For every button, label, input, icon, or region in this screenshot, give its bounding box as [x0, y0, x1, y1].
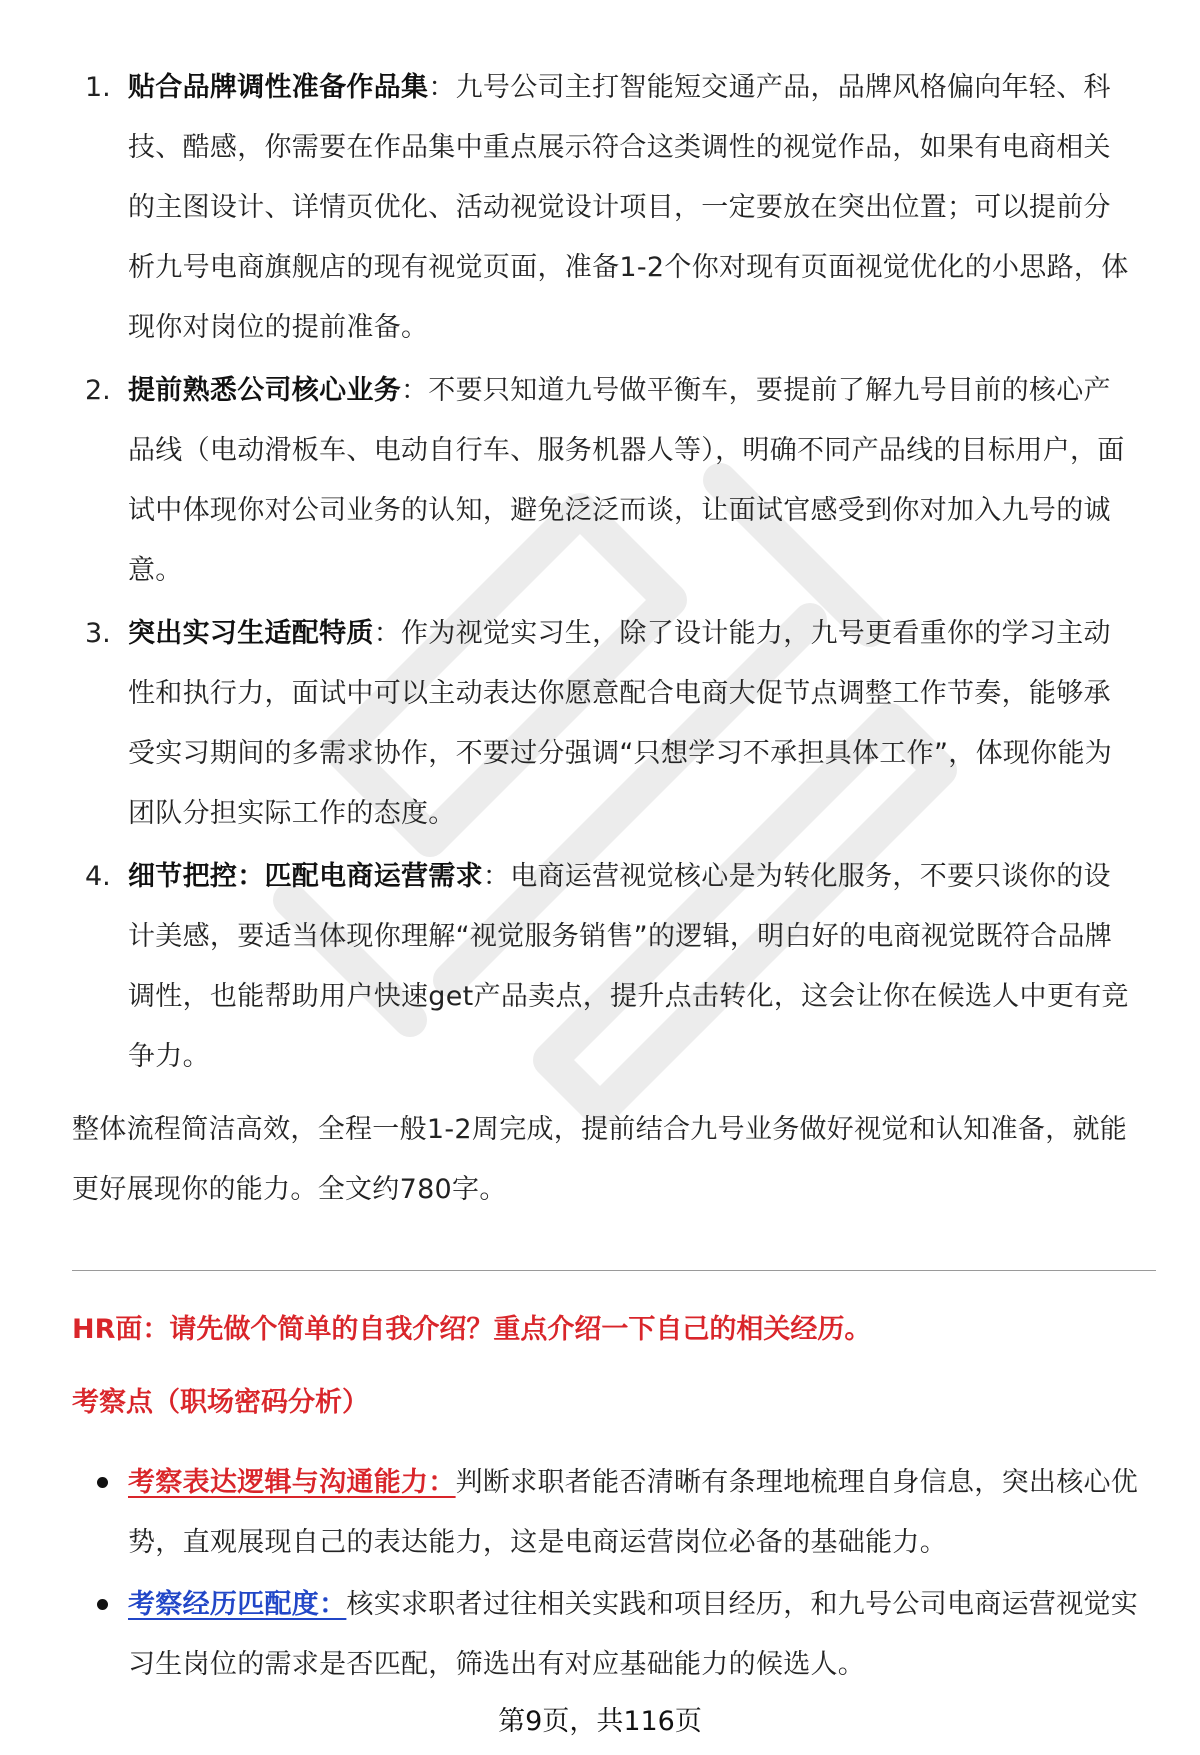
- list-item-text: [128, 58, 1130, 358]
- exam-points-list: [0, 1453, 1200, 1697]
- exam-point-body: 判断求职者能否清晰有条理地梳理自身信息，突出核心优势，直观展现自己的表达能力，这是电商运营岗位必备的基础能力。: [128, 1467, 1139, 1558]
- hr-question-heading: HR面：请先做个简单的自我介绍？重点介绍一下自己的相关经历。: [72, 1314, 872, 1345]
- list-item-text: [128, 604, 1130, 844]
- list-item-body: ：九号公司主打智能短交通产品，品牌风格偏向年轻、科技、酷感，你需要在作品集中重点展示符合这类调性的视觉作品，如果有电商相关的主图设计、详情页优化、活动视觉设计项目，一定要放在突出位置；可以提前分析九号电商旗舰店的现有视觉页面，准备1-2个你对现有页面视觉优化的小思路，体现你对岗位的提前准备。: [128, 72, 1129, 343]
- list-item-title: 细节把控：匹配电商运营需求: [128, 861, 483, 892]
- list-item: [0, 58, 1200, 358]
- page-number-footer: 第9页，共116页: [498, 1706, 702, 1737]
- list-item-title: 贴合品牌调性准备作品集: [128, 72, 429, 103]
- exam-point-key: 考察表达逻辑与沟通能力：: [128, 1467, 456, 1498]
- list-item: [0, 1575, 1200, 1695]
- section-divider: [72, 1270, 1156, 1271]
- exam-points-heading: 考察点（职场密码分析）: [72, 1387, 369, 1418]
- bullet-icon: [97, 1477, 108, 1488]
- list-item-body: ：不要只知道九号做平衡车，要提前了解九号目前的核心产品线（电动滑板车、电动自行车、服务机器人等），明确不同产品线的目标用户，面试中体现你对公司业务的认知，避免泛泛而谈，让面试官感受到你对加入九号的诚意。: [128, 375, 1125, 586]
- list-item-text: [128, 361, 1130, 601]
- list-number: 2.: [85, 375, 111, 406]
- list-number: 1.: [85, 72, 111, 103]
- list-item: [0, 604, 1200, 844]
- ordered-tips-list: [0, 58, 1200, 1090]
- exam-point-body: 核实求职者过往相关实践和项目经历，和九号公司电商运营视觉实习生岗位的需求是否匹配，筛选出有对应基础能力的候选人。: [128, 1589, 1139, 1680]
- exam-point-key: 考察经历匹配度：: [128, 1589, 347, 1620]
- list-number: 3.: [85, 618, 111, 649]
- list-item-text: [128, 1575, 1140, 1695]
- bullet-icon: [97, 1599, 108, 1610]
- list-item-text: [128, 847, 1130, 1087]
- list-item-text: [128, 1453, 1140, 1573]
- list-number: 4.: [85, 861, 111, 892]
- list-item-title: 突出实习生适配特质: [128, 618, 374, 649]
- list-item: [0, 1453, 1200, 1573]
- list-item-body: ：电商运营视觉核心是为转化服务，不要只谈你的设计美感，要适当体现你理解“视觉服务销售”的逻辑，明白好的电商视觉既符合品牌调性，也能帮助用户快速get产品卖点，提升点击转化，这会让你在候选人中更有竞争力。: [128, 861, 1129, 1072]
- list-item: [0, 847, 1200, 1087]
- list-item-body: ：作为视觉实习生，除了设计能力，九号更看重你的学习主动性和执行力，面试中可以主动表达你愿意配合电商大促节点调整工作节奏，能够承受实习期间的多需求协作，不要过分强调“只想学习不承担具体工作”，体现你能为团队分担实际工作的态度。: [128, 618, 1113, 829]
- summary-paragraph: 整体流程简洁高效，全程一般1-2周完成，提前结合九号业务做好视觉和认知准备，就能更好展现你的能力。全文约780字。: [72, 1114, 1128, 1205]
- list-item-title: 提前熟悉公司核心业务: [128, 375, 401, 406]
- list-item: [0, 361, 1200, 601]
